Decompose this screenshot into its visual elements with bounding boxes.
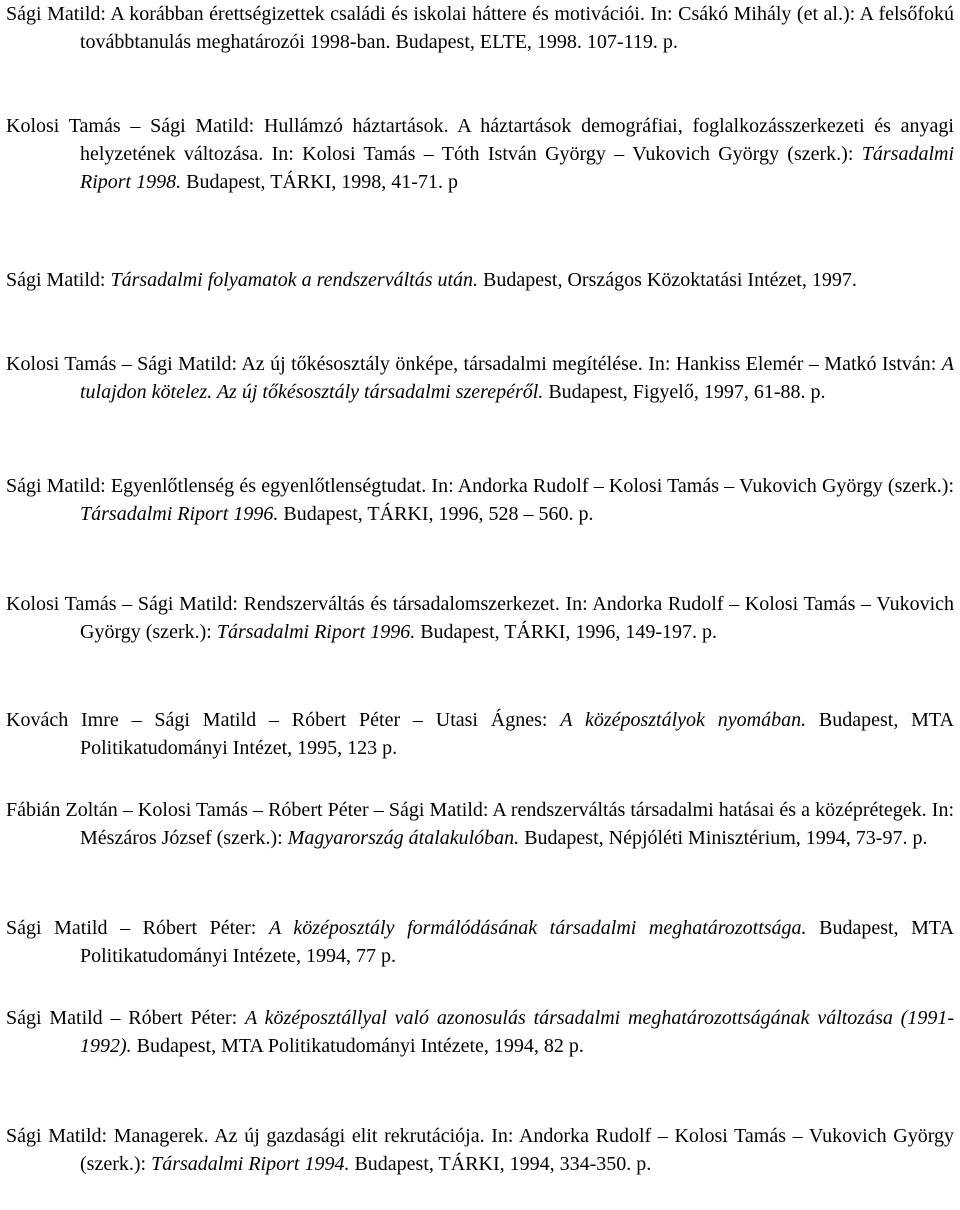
reference-entry xyxy=(6,266,954,294)
reference-title: A középosztályok nyomában. xyxy=(560,709,807,731)
reference-text: Kolosi Tamás – Sági Matild: Hullámzó háztartások. A háztartások demográfiai, foglalkozásszerkezeti és anyagi helyzetének változása. In: Kolosi Tamás – Tóth István György – Vukovich György (szerk.): xyxy=(6,115,954,165)
reference-title: Társadalmi Riport 1994. xyxy=(151,1153,350,1175)
reference-text: Budapest, TÁRKI, 1996, 528 – 560. p. xyxy=(278,503,594,525)
reference-entry xyxy=(6,706,954,762)
reference-text: Budapest, Népjóléti Minisztérium, 1994, 73-97. p. xyxy=(519,827,928,849)
reference-text: Kovách Imre – Sági Matild – Róbert Péter – Utasi Ágnes: xyxy=(6,709,561,731)
reference-entry xyxy=(6,350,954,406)
reference-title: Magyarország átalakulóban. xyxy=(287,827,520,849)
reference-text: Budapest, MTA Politikatudományi Intézete, 1994, 77 p. xyxy=(80,917,954,967)
reference-text: Fábián Zoltán – Kolosi Tamás – Róbert Péter – Sági Matild: A rendszerváltás társadalmi hatásai és a középrétegek. In: Mészáros József (szerk.): xyxy=(6,799,954,849)
reference-text: Budapest, MTA Politikatudományi Intézete, 1994, 82 p. xyxy=(131,1035,584,1057)
reference-title: Társadalmi Riport 1998. xyxy=(80,143,954,193)
reference-text: Sági Matild – Róbert Péter: xyxy=(6,917,269,939)
reference-title: A középosztállyal való azonosulás társadalmi meghatározottságának változása (1991-1992). xyxy=(80,1007,954,1057)
reference-entry xyxy=(6,914,954,970)
reference-text: Sági Matild: xyxy=(6,269,111,291)
reference-title: Társadalmi Riport 1996. xyxy=(216,621,416,643)
reference-text: Sági Matild: Managerek. Az új gazdasági elit rekrutációja. In: Andorka Rudolf – Kolosi Tamás – Vukovich György (szerk.): xyxy=(6,1125,954,1175)
reference-text: Budapest, Országos Közoktatási Intézet, 1997. xyxy=(478,269,857,291)
reference-text: Kolosi Tamás – Sági Matild: Az új tőkésosztály önképe, társadalmi megítélése. In: Hankiss Elemér – Matkó István: xyxy=(6,353,942,375)
reference-text: Sági Matild: Egyenlőtlenség és egyenlőtlenségtudat. In: Andorka Rudolf – Kolosi Tamás – Vukovich György (szerk.): xyxy=(6,475,954,497)
reference-text: Budapest, MTA Politikatudományi Intézet, 1995, 123 p. xyxy=(80,709,954,759)
reference-title: A középosztály formálódásának társadalmi meghatározottsága. xyxy=(268,917,807,939)
reference-text: Sági Matild – Róbert Péter: xyxy=(6,1007,245,1029)
reference-text: Sági Matild: A korábban érettségizettek családi és iskolai háttere és motivációi. In: Csákó Mihály (et al.): A felsőfokú továbbtanulás meghatározói 1998-ban. Budapest, ELTE, 1998. 107-119. p. xyxy=(6,3,954,53)
reference-entry xyxy=(6,1122,954,1178)
reference-entry xyxy=(6,796,954,852)
reference-entry xyxy=(6,112,954,196)
reference-title: Társadalmi Riport 1996. xyxy=(80,503,279,525)
reference-entry xyxy=(6,472,954,528)
reference-entry xyxy=(6,0,954,56)
reference-entry xyxy=(6,1004,954,1060)
reference-title: Társadalmi folyamatok a rendszerváltás után. xyxy=(110,269,479,291)
reference-text: Kolosi Tamás – Sági Matild: Rendszerváltás és társadalomszerkezet. In: Andorka Rudolf – Kolosi Tamás – Vukovich György (szerk.): xyxy=(6,593,954,643)
reference-text: Budapest, Figyelő, 1997, 61-88. p. xyxy=(543,381,826,403)
reference-title: A tulajdon kötelez. Az új tőkésosztály társadalmi szerepéről. xyxy=(80,353,954,403)
reference-text: Budapest, TÁRKI, 1996, 149-197. p. xyxy=(415,621,718,643)
reference-text: Budapest, TÁRKI, 1994, 334-350. p. xyxy=(349,1153,652,1175)
reference-text: Budapest, TÁRKI, 1998, 41-71. p xyxy=(181,171,458,193)
reference-entry xyxy=(6,590,954,646)
